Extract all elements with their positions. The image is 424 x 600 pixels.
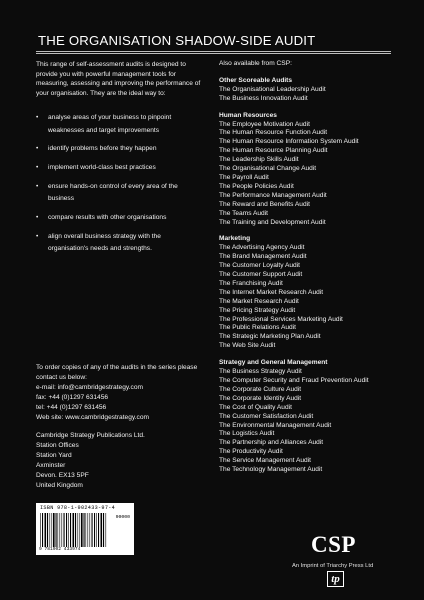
barcode-stripe bbox=[103, 513, 104, 547]
barcode-stripe bbox=[75, 513, 76, 547]
barcode-stripe bbox=[68, 513, 69, 547]
postal-address bbox=[36, 431, 145, 491]
bullet-icon: • bbox=[36, 164, 39, 172]
audit-title: The Human Resource Information System Audit bbox=[219, 138, 359, 146]
isbn-label: ISBN 978-1-902433-97-4 bbox=[40, 505, 116, 511]
barcode-stripe bbox=[53, 513, 55, 547]
section-heading: Strategy and General Management bbox=[219, 359, 328, 367]
barcode-stripe bbox=[64, 513, 65, 547]
address-line: Devon. EX13 5PF bbox=[36, 472, 89, 479]
contact-website: Web site: www.cambridgestrategy.com bbox=[36, 414, 149, 421]
bullet-icon: • bbox=[36, 182, 39, 190]
audit-title: The Environmental Management Audit bbox=[219, 421, 332, 429]
audit-title: The Payroll Audit bbox=[219, 173, 269, 181]
audit-title: The Teams Audit bbox=[219, 209, 268, 217]
csp-logo: CSP bbox=[311, 532, 356, 557]
audit-title: The Employee Motivation Audit bbox=[219, 120, 310, 128]
audit-title: The Web Site Audit bbox=[219, 342, 276, 350]
audit-title: The Computer Security and Fraud Prevention Audit bbox=[219, 377, 369, 384]
audit-title: The Partnership and Alliances Audit bbox=[219, 439, 324, 447]
audit-title: The Cost of Quality Audit bbox=[219, 403, 292, 411]
audit-title: The Logistics Audit bbox=[219, 430, 275, 438]
benefit-item: • align overall business strategy with the organisation's needs and strengths. bbox=[36, 232, 161, 252]
barcode-stripe bbox=[58, 513, 59, 547]
barcode-stripe bbox=[73, 513, 75, 547]
barcode-stripe bbox=[81, 513, 83, 547]
bullet-icon: • bbox=[36, 232, 39, 240]
barcode-stripe bbox=[70, 513, 71, 547]
audit-title: The Business Strategy Audit bbox=[219, 368, 302, 376]
section-human-resources bbox=[219, 112, 404, 228]
audit-title: The Public Relations Audit bbox=[219, 324, 296, 332]
barcode-stripe bbox=[86, 513, 87, 547]
address-line: Station Yard bbox=[36, 452, 72, 459]
barcode-stripe bbox=[98, 513, 99, 547]
audit-title: The Franchising Audit bbox=[219, 279, 283, 287]
audit-title: The Business Innovation Audit bbox=[219, 94, 308, 102]
audit-title: The Customer Support Audit bbox=[219, 271, 303, 279]
barcode-stripe bbox=[60, 513, 61, 547]
price-code: 90000 bbox=[115, 515, 130, 520]
benefit-item: • ensure hands-on control of every area of the business bbox=[36, 182, 178, 203]
benefit-item: • identify problems before they happen bbox=[36, 143, 201, 155]
section-heading: Human Resources bbox=[219, 111, 277, 119]
audit-title: The Internet Market Research Audit bbox=[219, 288, 324, 296]
intro-text: This range of self-assessment audits is designed to provide you with powerful management tools for measuring, assessing and improving the performance of your organisation. They are the ideal way to: bbox=[36, 61, 201, 97]
audit-title: The People Policies Audit bbox=[219, 182, 294, 190]
bullet-icon: • bbox=[36, 213, 39, 221]
barcode-stripe bbox=[92, 513, 93, 547]
contact-details bbox=[36, 383, 149, 423]
audit-title: The Corporate Culture Audit bbox=[219, 385, 302, 393]
benefit-item: • compare results with other organisations bbox=[36, 212, 201, 224]
barcode-digits: 9 781902 433974 bbox=[39, 547, 81, 552]
barcode-stripe bbox=[94, 513, 95, 547]
bullet-icon: • bbox=[36, 145, 39, 153]
audit-title: The Organisational Change Audit bbox=[219, 165, 317, 173]
audit-title: The Strategic Marketing Plan Audit bbox=[219, 333, 321, 341]
barcode-stripe bbox=[56, 513, 57, 547]
barcode-stripe bbox=[50, 513, 51, 547]
audit-title: The Customer Loyalty Audit bbox=[219, 262, 300, 270]
address-line: Cambridge Strategy Publications Ltd. bbox=[36, 432, 145, 439]
page-title: THE ORGANISATION SHADOW-SIDE AUDIT bbox=[38, 33, 316, 48]
order-instructions: To order copies of any of the audits in the series please contact us below: bbox=[36, 364, 198, 381]
imprint-text: An Imprint of Triarchy Press Ltd bbox=[292, 563, 374, 569]
audit-title: The Leadership Skills Audit bbox=[219, 156, 299, 164]
address-line: Axminster bbox=[36, 462, 66, 469]
audit-title: The Training and Development Audit bbox=[219, 218, 326, 226]
section-heading: Marketing bbox=[219, 235, 251, 243]
barcode-stripe bbox=[66, 513, 67, 547]
audit-title: The Customer Satisfaction Audit bbox=[219, 412, 314, 420]
audit-title: The Service Management Audit bbox=[219, 457, 311, 465]
bullet-icon: • bbox=[36, 114, 39, 122]
section-heading: Other Scoreable Audits bbox=[219, 76, 293, 84]
section-strategy bbox=[219, 359, 404, 475]
address-line: United Kingdom bbox=[36, 482, 83, 489]
barcode-stripe bbox=[101, 513, 103, 547]
contact-email: e-mail: info@cambridgestrategy.com bbox=[36, 384, 143, 391]
barcode-stripe bbox=[90, 513, 91, 547]
intro-column bbox=[36, 60, 201, 262]
barcode-stripe bbox=[42, 513, 43, 547]
barcode-stripe bbox=[47, 513, 48, 547]
audit-title: The Corporate Identity Audit bbox=[219, 394, 302, 402]
section-marketing bbox=[219, 235, 404, 351]
barcode-stripe bbox=[88, 513, 89, 547]
audit-title: The Brand Management Audit bbox=[219, 253, 307, 261]
audit-title: The Market Research Audit bbox=[219, 297, 299, 305]
barcode-stripe bbox=[78, 513, 79, 547]
intro-paragraph bbox=[36, 60, 201, 98]
barcode-stripe bbox=[80, 513, 81, 547]
address-line: Station Offices bbox=[36, 442, 79, 449]
barcode-stripe bbox=[96, 513, 97, 547]
benefit-item: • implement world-class best practices bbox=[36, 162, 201, 174]
barcode-stripe bbox=[106, 513, 107, 547]
barcode-stripe bbox=[40, 513, 41, 547]
also-available-column bbox=[219, 60, 404, 475]
barcode-stripe bbox=[62, 513, 63, 547]
audit-title: The Human Resource Planning Audit bbox=[219, 147, 328, 155]
audit-title: The Technology Management Audit bbox=[219, 466, 323, 474]
triarchy-press-logo: tp bbox=[327, 571, 344, 587]
benefit-item: • analyse areas of your business to pinpoint weaknesses and target improvements bbox=[36, 114, 172, 134]
audit-title: The Human Resource Function Audit bbox=[219, 129, 328, 137]
contact-tel: tel: +44 (0)1297 631456 bbox=[36, 404, 107, 411]
barcode-stripe bbox=[84, 513, 85, 547]
audit-title: The Organisational Leadership Audit bbox=[219, 85, 326, 93]
barcode-stripe bbox=[45, 513, 47, 547]
audit-title: The Advertising Agency Audit bbox=[219, 244, 305, 252]
audit-title: The Professional Services Marketing Audit bbox=[219, 315, 343, 323]
benefit-list bbox=[36, 112, 201, 255]
title-divider-bottom bbox=[36, 53, 391, 54]
isbn-barcode bbox=[36, 503, 134, 555]
section-other-scoreable bbox=[219, 77, 404, 104]
audit-title: The Performance Management Audit bbox=[219, 191, 327, 199]
audit-title: The Reward and Benefits Audit bbox=[219, 200, 310, 208]
also-available-heading: Also available from CSP: bbox=[219, 60, 292, 67]
contact-fax: fax: +44 (0)1297 631456 bbox=[36, 394, 109, 401]
barcode-icon bbox=[40, 513, 108, 547]
audit-title: The Productivity Audit bbox=[219, 448, 283, 456]
audit-title: The Pricing Strategy Audit bbox=[219, 306, 296, 314]
title-divider-top bbox=[36, 51, 391, 52]
barcode-stripe bbox=[52, 513, 53, 547]
